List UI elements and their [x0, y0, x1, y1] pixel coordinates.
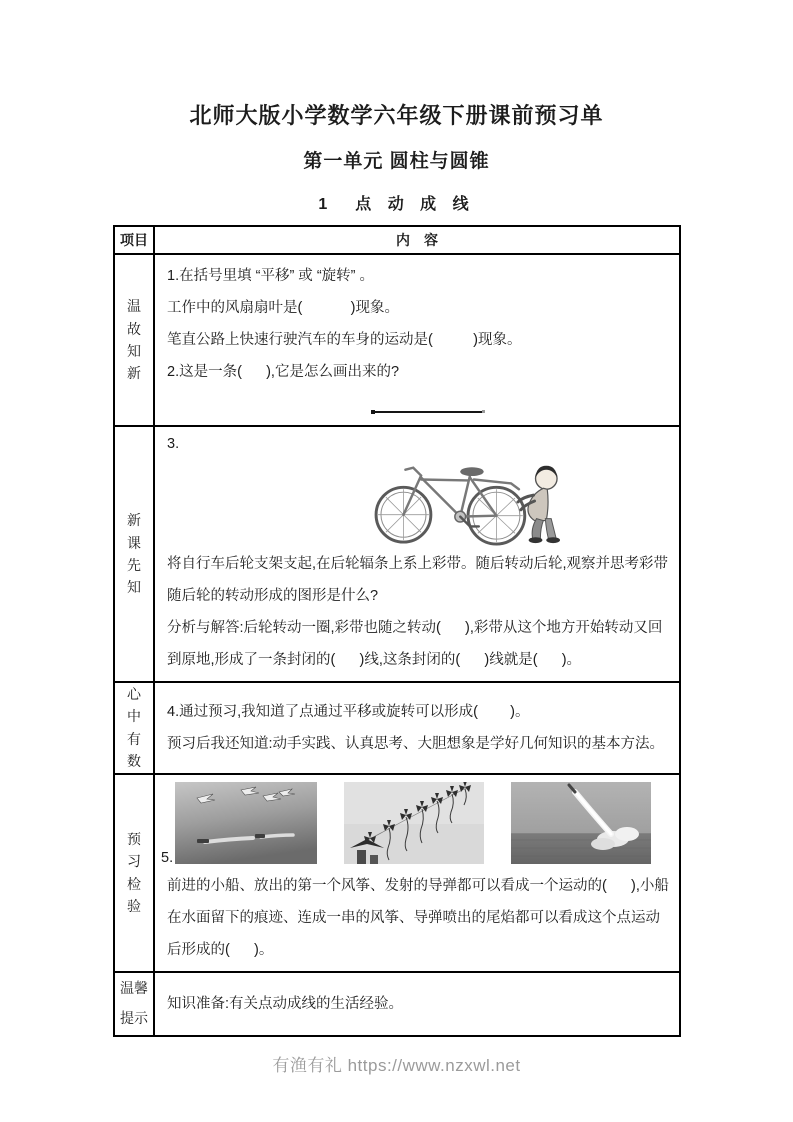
question-1-car: 笔直公路上快速行驶汽车的车身的运动是( )现象。 [167, 332, 522, 348]
header-content-cell: 内 容 [154, 226, 680, 254]
row-label-mind: 心中有数 [127, 686, 141, 770]
lesson-title: 1 点 动 成 线 [318, 196, 475, 213]
question-5-text: 前进的小船、放出的第一个风筝、发射的导弹都可以看成一个运动的( ),小船在水面留下的痕迹、连成一串的风筝、导弹喷出的尾焰都可以看成这个点运动后形成的( )。 [167, 877, 669, 958]
preview-note: 预习后我还知道:动手实践、认真思考、大胆想象是学好几何知识的基本方法。 [167, 735, 665, 752]
header-item-cell: 项目 [114, 226, 154, 254]
question-1-fan: 工作中的风扇扇叶是( )现象。 [167, 300, 399, 316]
line-segment-bar [372, 411, 484, 413]
line-segment-left-end [371, 410, 375, 414]
question-3-number: 3. [167, 436, 180, 452]
row-review-content-cell [154, 254, 680, 426]
line-segment [372, 410, 484, 414]
boy-figure [518, 466, 560, 543]
question-3-analysis: 分析与解答:后轮转动一圈,彩带也随之转动( ),彩带从这个地方开始转动又回到原地,形成了一条封闭的( )线,这条封闭的( )线就是( )。 [167, 620, 663, 668]
row-tips-content-cell [154, 972, 680, 1036]
row-label-new-lesson: 新课先知 [127, 512, 141, 596]
row-mind [114, 682, 680, 774]
row-check-label-cell [114, 774, 154, 972]
question-5-number: 5. [161, 849, 174, 866]
line-segment-right-end [482, 410, 485, 413]
row-mind-content-cell [154, 682, 680, 774]
row-new-lesson-content-cell [154, 426, 680, 682]
bicycle-with-boy-illustration [352, 456, 587, 546]
row-new-lesson [114, 426, 680, 682]
question-2: 2.这是一条( ),它是怎么画出来的? [167, 364, 400, 380]
row-mind-label-cell [114, 682, 154, 774]
unit-title: 第一单元 圆柱与圆锥 [303, 151, 490, 172]
question-1: 1.在括号里填 “平移” 或 “旋转” 。 [167, 268, 375, 284]
row-tips-label-cell [114, 972, 154, 1036]
worksheet-table [113, 225, 681, 1037]
row-review [114, 254, 680, 426]
question-3-text: 将自行车后轮支架支起,在后轮辐条上系上彩带。随后转动后轮,观察并思考彩带随后轮的转动形成的图形是什么? [167, 556, 669, 604]
page-title: 北师大版小学数学六年级下册课前预习单 [189, 103, 604, 128]
tips-text: 知识准备:有关点动成线的生活经验。 [167, 995, 404, 1012]
row-label-review: 温故知新 [127, 298, 141, 382]
row-check [114, 774, 680, 972]
row-tips [114, 972, 680, 1036]
missile-launch-photo [511, 782, 651, 864]
question-4: 4.通过预习,我知道了点通过平移或旋转可以形成( )。 [167, 703, 530, 720]
footer-watermark: 有渔有礼 https://www.nzxwl.net [272, 1056, 521, 1075]
row-check-content-cell [154, 774, 680, 972]
photo-row [161, 780, 671, 868]
row-label-check: 预习检验 [127, 830, 141, 914]
kite-string-photo [344, 782, 484, 864]
bicycle-illustration-svg [352, 456, 587, 546]
row-review-label-cell [114, 254, 154, 426]
row-new-lesson-label-cell [114, 426, 154, 682]
row-label-tips: 温馨提示 [119, 980, 148, 1026]
table-header-row [114, 226, 680, 254]
airplanes-over-sea-photo [175, 782, 317, 864]
